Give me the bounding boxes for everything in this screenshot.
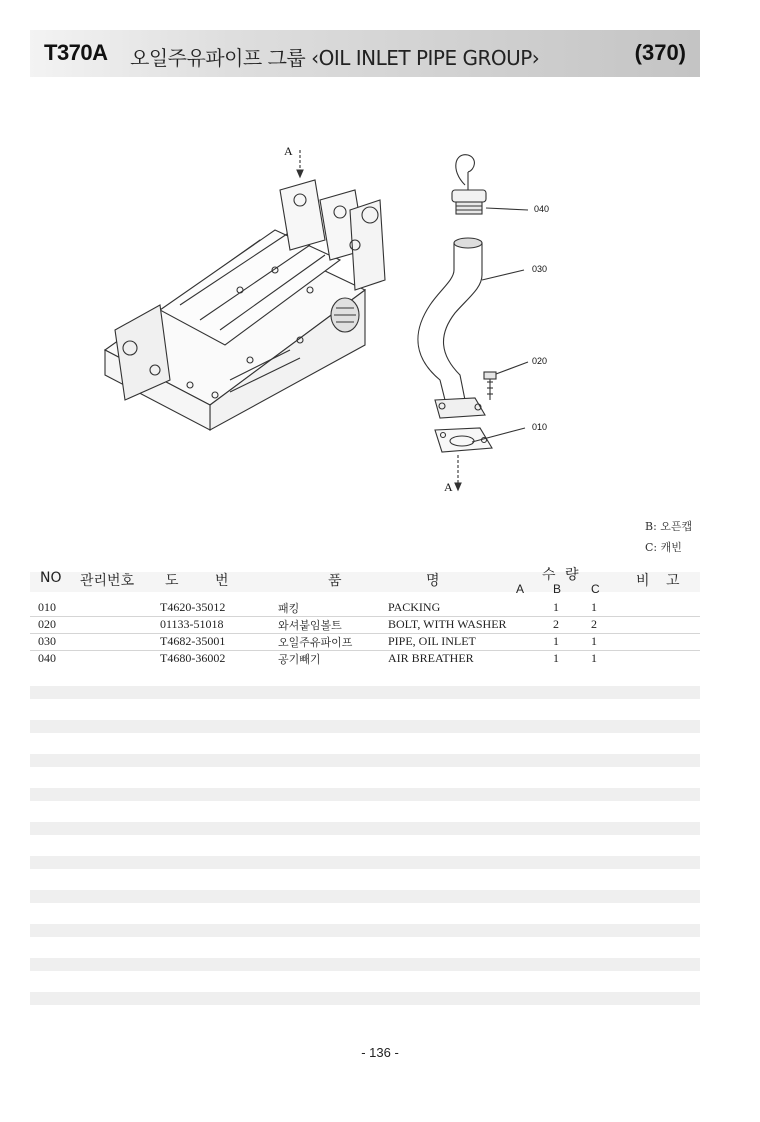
col-qty-1: 수	[542, 567, 556, 583]
group-title: 오일주유파이프 그룹 ‹OIL INLET PIPE GROUP›	[130, 46, 540, 70]
group-code: T370A	[44, 40, 108, 65]
col-remarks-2: 고	[666, 573, 680, 589]
cell-no: 010	[38, 600, 56, 614]
cell-qty-c: 1	[591, 600, 597, 614]
cell-name-kr: 패킹	[278, 602, 300, 615]
cell-name-kr: 공기빼기	[278, 653, 321, 666]
divider	[30, 616, 700, 617]
col-remarks-1: 비	[636, 573, 650, 589]
blank-row-shade	[30, 720, 700, 733]
callout-030: 030	[532, 264, 548, 274]
parts-diagram-drawing	[100, 130, 620, 510]
col-qty-b: B	[553, 582, 562, 596]
cell-qty-b: 2	[553, 617, 559, 631]
cell-qty-c: 1	[591, 651, 597, 665]
legend-c: C: 캐빈	[645, 541, 682, 554]
callout-020: 020	[532, 356, 548, 366]
blank-row-shade	[30, 822, 700, 835]
blank-row-shade	[30, 924, 700, 937]
cell-name-en: PACKING	[388, 600, 441, 614]
blank-row-shade	[30, 992, 700, 1005]
table-row	[0, 617, 760, 634]
cell-name-en: AIR BREATHER	[388, 651, 474, 665]
col-qty-c: C	[591, 582, 600, 596]
blank-row-shade	[30, 754, 700, 767]
page-header	[30, 30, 700, 77]
cell-name-en: PIPE, OIL INLET	[388, 634, 476, 648]
cell-qty-c: 2	[591, 617, 597, 631]
cell-name-kr: 와셔붙임볼트	[278, 619, 342, 632]
cell-no: 020	[38, 617, 56, 631]
col-qty-a: A	[516, 582, 525, 596]
cell-part-no: 01133-51018	[160, 617, 224, 631]
legend-b: B: 오픈캡	[645, 520, 693, 533]
table-row	[0, 600, 760, 617]
view-marker-top: A	[284, 144, 293, 158]
cell-name-kr: 오일주유파이프	[278, 636, 353, 649]
table-row	[0, 651, 760, 668]
col-mgmt-no: 관리번호	[80, 573, 135, 589]
col-part-name-2: 명	[426, 573, 440, 589]
col-no: NO	[40, 570, 62, 586]
divider	[30, 633, 700, 634]
cell-qty-b: 1	[553, 651, 559, 665]
cell-qty-b: 1	[553, 600, 559, 614]
cell-qty-b: 1	[553, 634, 559, 648]
table-row	[0, 634, 760, 651]
qty-legend	[645, 516, 692, 558]
group-page-ref: (370)	[634, 40, 686, 65]
blank-row-shade	[30, 788, 700, 801]
cell-part-no: T4620-35012	[160, 600, 226, 614]
blank-row-shade	[30, 856, 700, 869]
cell-part-no: T4682-35001	[160, 634, 226, 648]
page-number: - 136 -	[361, 1045, 399, 1060]
callout-010: 010	[532, 422, 548, 432]
parts-diagram	[100, 130, 620, 510]
cell-part-no: T4680-36002	[160, 651, 226, 665]
col-drawing-no-1: 도	[165, 573, 179, 589]
view-marker-bottom: A	[444, 480, 453, 494]
col-part-name-1: 품	[328, 573, 342, 589]
callout-040: 040	[534, 204, 550, 214]
cell-qty-c: 1	[591, 634, 597, 648]
col-qty-2: 량	[565, 567, 579, 583]
divider	[30, 650, 700, 651]
blank-row-shade	[30, 958, 700, 971]
col-drawing-no-2: 번	[215, 573, 229, 589]
cell-no: 030	[38, 634, 56, 648]
cell-no: 040	[38, 651, 56, 665]
blank-row-shade	[30, 686, 700, 699]
cell-name-en: BOLT, WITH WASHER	[388, 617, 507, 631]
blank-row-shade	[30, 890, 700, 903]
